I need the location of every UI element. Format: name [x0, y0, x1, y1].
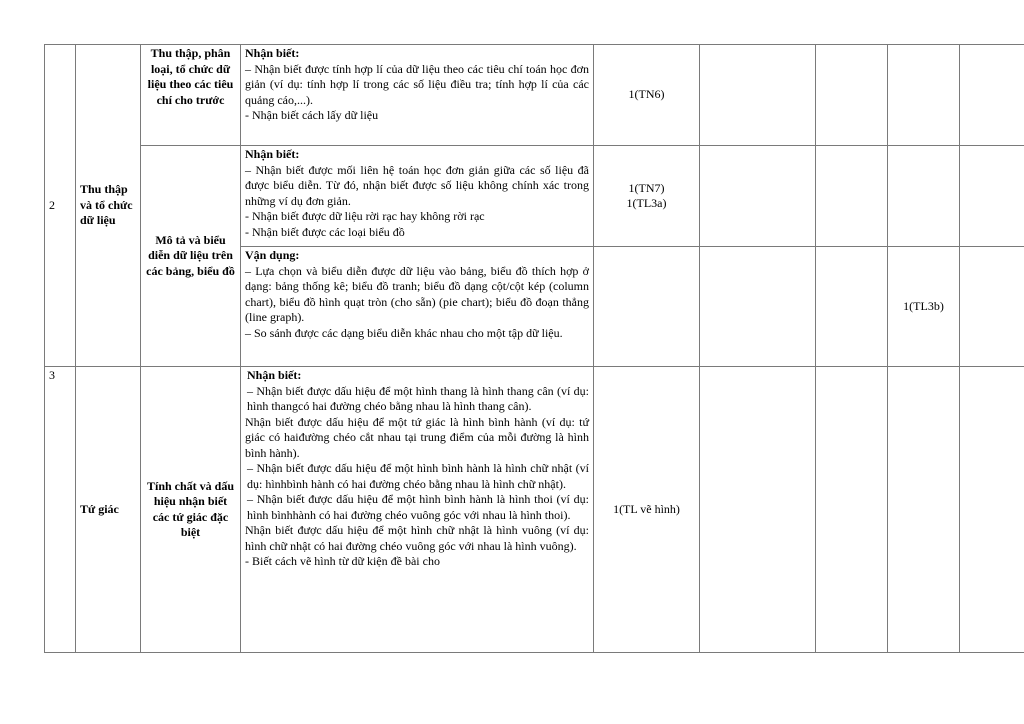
empty-cell: [816, 45, 888, 146]
stt-cell: 3: [45, 367, 76, 653]
empty-cell: [888, 146, 960, 247]
empty-cell: [594, 247, 700, 367]
matrix-table: [44, 44, 1024, 653]
description-cell: [241, 247, 594, 367]
empty-cell: [888, 45, 960, 146]
question-count-cell: [594, 146, 700, 247]
empty-cell: [816, 367, 888, 653]
table-row: [45, 45, 1024, 146]
description-line: – Nhận biết được dấu hiệu để một hình bình hành là hình thoi (ví dụ: hình bìnhhành có hai đường chéo vuông góc với nhau là hình thoi).: [247, 492, 589, 522]
description-line: – Nhận biết được tính hợp lí của dữ liệu theo các tiêu chí toán học đơn giản (ví dụ: tính hợp lí trong các số liệu điều tra; tính hợp lí của các quảng cáo,...).: [245, 61, 589, 107]
description-cell: [241, 45, 594, 146]
stt-cell: 2: [45, 45, 76, 367]
empty-cell: [960, 45, 1024, 146]
description-line: – Nhận biết được dấu hiệu để một hình bình hành là hình chữ nhật (ví dụ: hìnhbình hành có hai đường chéo bằng nhau là hình chữ nhật).: [247, 461, 589, 491]
empty-cell: [700, 247, 816, 367]
empty-cell: [960, 247, 1024, 367]
level-label: Nhận biết:: [247, 368, 302, 382]
description-line: - Nhận biết được các loại biểu đồ: [245, 224, 405, 239]
table-row: [45, 367, 1024, 653]
level-label: Nhận biết:: [245, 46, 300, 60]
empty-cell: [816, 247, 888, 367]
description-cell: [241, 367, 594, 653]
description-line: - Nhận biết cách lấy dữ liệu: [245, 108, 379, 122]
description-line: – Nhận biết được dấu hiệu để một hình thang là hình thang cân (ví dụ: hình thangcó hai đường chéo bằng nhau là hình thang cân).: [247, 383, 589, 413]
question-count-cell: 1(TL vẽ hình): [594, 367, 700, 653]
description-line: - Nhận biết được dữ liệu rời rạc hay không rời rạc: [245, 209, 485, 223]
empty-cell: [960, 367, 1024, 653]
empty-cell: [700, 45, 816, 146]
topic-cell: Thu thập và tổ chức dữ liệu: [76, 45, 141, 367]
empty-cell: [816, 146, 888, 247]
question-count-cell: 1(TL3b): [888, 247, 960, 367]
level-label: Nhận biết:: [245, 147, 300, 161]
topic-cell: Tứ giác: [76, 367, 141, 653]
description-line: – So sánh được các dạng biểu diễn khác nhau cho một tập dữ liệu.: [245, 325, 563, 340]
unit-cell: Mô tả và biểu diễn dữ liệu trên các bảng, biểu đồ: [141, 146, 241, 367]
question-count: 1(TL3a): [626, 196, 667, 210]
question-count-cell: 1(TN6): [594, 45, 700, 146]
level-label: Vận dụng:: [245, 248, 300, 262]
empty-cell: [960, 146, 1024, 247]
empty-cell: [700, 146, 816, 247]
description-cell: [241, 146, 594, 247]
question-count: 1(TN7): [628, 180, 665, 195]
empty-cell: [700, 367, 816, 653]
description-line: Nhận biết được dấu hiệu để một tứ giác là hình bình hành (ví dụ: tứ giác có haiđường chéo cắt nhau tại trung điểm của mỗi đường là hình bình hành).: [245, 414, 589, 460]
table-row: [45, 146, 1024, 247]
description-line: – Lựa chọn và biểu diễn được dữ liệu vào bảng, biểu đồ thích hợp ở dạng: bảng thống kê; biểu đồ tranh; biểu đồ dạng cột/cột kép (column chart), biểu đồ hình quạt tròn (cho sẵn) (pie chart); biểu đồ đoạn thẳng (line graph).: [245, 263, 589, 324]
description-line: - Biết cách vẽ hình từ dữ kiện đề bài cho: [245, 554, 440, 568]
description-line: Nhận biết được dấu hiệu để một hình chữ nhật là hình vuông (ví dụ: hình chữ nhật có hai đường chéo vuông góc với nhau là hình vuông).: [245, 523, 589, 553]
unit-cell: Tính chất và dấu hiệu nhận biết các tứ giác đặc biệt: [141, 367, 241, 653]
empty-cell: [888, 367, 960, 653]
description-line: – Nhận biết được mối liên hệ toán học đơn giản giữa các số liệu đã được biểu diễn. Từ đó, nhận biết được số liệu không chính xác trong những ví dụ đơn giản.: [245, 162, 589, 208]
unit-cell: Thu thập, phân loại, tổ chức dữ liệu theo các tiêu chí cho trước: [141, 45, 241, 146]
